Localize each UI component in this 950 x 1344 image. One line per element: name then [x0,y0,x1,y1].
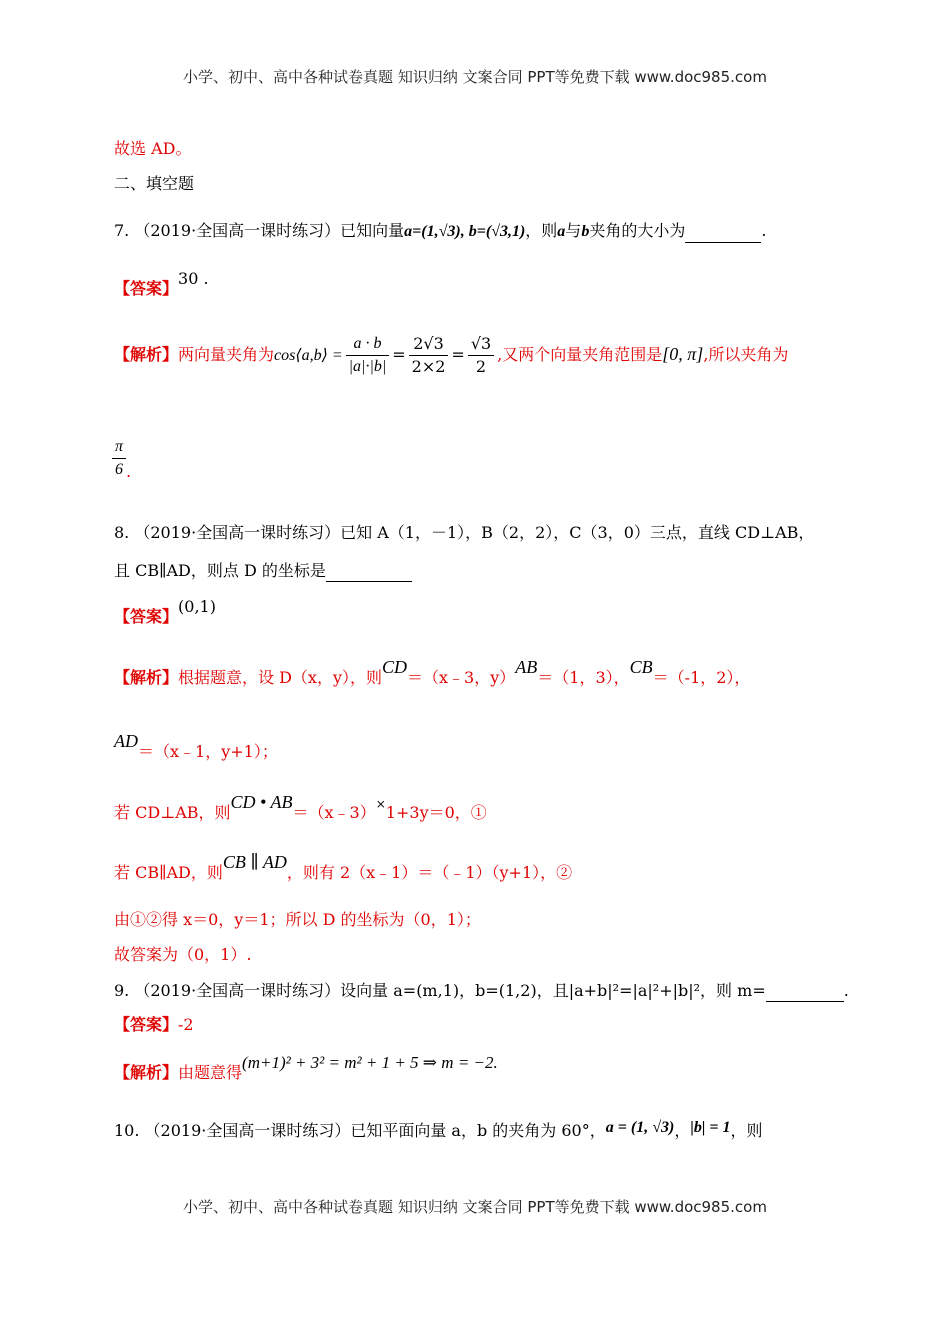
q8-exp-5: 由①②得 x＝0，y＝1；所以 D 的坐标为（0，1）； [114,910,481,929]
q7-answer-blank [685,226,761,243]
q8-vec-cd: CD [382,657,408,677]
q7-f2-den: 2×2 [411,357,446,376]
q7-end: . [761,221,767,240]
q7-f3-num: √3 [468,333,494,356]
q7-period: . [126,462,132,481]
q10-norm: |b| = 1 [690,1119,731,1136]
q7-fraction-2 [409,333,449,378]
q7-fraction-3 [468,333,494,378]
q7-mid: ，则 [525,221,558,240]
q7-and: 与 [565,221,582,240]
q9-exp-a: 由题意得 [178,1063,243,1082]
q7-exp-end2: ,所以夹角为 [703,345,789,364]
q7-eq-2: = [451,345,465,364]
q7-f3-den: 2 [475,357,487,376]
q7-exp-start: 两向量夹角为 [178,345,275,364]
q8-times: × [375,797,386,811]
q9-answer-tag: 【答案】 [114,1015,179,1034]
q10-suffix: ，则 [730,1121,763,1140]
q8-vec-ad: AD [114,731,138,751]
q7-answer-line [114,269,209,300]
q8-exp1-d: ＝（-1，2）， [652,668,751,687]
q8-exp-6: 故答案为（0，1）. [114,945,252,964]
q8-exp3-b: ＝（x﹣3） [292,803,376,822]
q7-cos: cos⟨a,b⟩ = [274,347,343,364]
q10-vector: a = (1, √3) [605,1119,675,1136]
q7-pi-den: 6 [115,461,123,478]
page-footer: 小学、初中、高中各种试卷真题 知识归纳 文案合同 PPT等免费下载 www.doc985.com [183,1198,767,1216]
q9-answer-value: -2 [178,1015,194,1034]
q8-exp3-a: 若 CD⊥AB，则 [114,803,231,822]
q7-result-fraction [112,436,131,481]
q7-exp-end: ,又两个向量夹角范围是 [497,345,663,364]
q9-exp-tag: 【解析】 [114,1063,179,1082]
q8-exp-tag: 【解析】 [114,668,179,687]
q7-suffix: 夹角的大小为 [589,221,686,240]
q7-b: b [581,223,590,240]
q8-exp-1 [114,657,751,689]
q8-exp-2 [114,731,278,763]
q8-exp3-c: 1+3y＝0，① [385,803,487,822]
q10-prefix: 10. （2019·全国高一课时练习）已知平面向量 a，b 的夹角为 60°， [114,1121,606,1140]
q7-eq-1: = [392,345,406,364]
q8-exp1-b: ＝（x﹣3，y） [407,668,516,687]
q9-text: 9. （2019·全国高一课时练习）设向量 a=(m,1)，b=(1,2)，且|a+b|²=|a|²+|b|²，则 m= [114,981,766,1000]
q8-exp-3 [114,792,487,825]
q7-explanation [114,330,788,380]
q7-a: a [557,223,566,240]
q8-parallel: CB ∥ AD [222,852,287,872]
q7-f2-num: 2√3 [409,333,449,356]
section-title: 二、填空题 [114,174,195,193]
q7-pi-over-6 [112,436,126,481]
q7-fraction-1 [346,333,390,378]
q9-end: . [843,981,849,1000]
q7-vectors: a=(1,√3), b=(√3,1) [404,223,526,240]
q9-answer-line [114,1014,194,1036]
q9-explanation [114,1053,498,1084]
q7-f1-num: a · b [346,333,390,356]
q8-exp-4 [114,852,573,884]
q8-vec-ab: AB [515,657,538,677]
previous-answer-line: 故选 AD。 [114,139,192,158]
q7-f1-den: |a|·|b| [348,358,387,375]
q8-answer-value: (0,1) [178,597,216,616]
q10-comma: ， [674,1121,691,1140]
q8-line-2 [114,560,412,582]
q8-dot-product: CD • AB [230,792,293,812]
q9-formula: (m+1)² + 3² = m² + 1 + 5 ⇒ m = −2. [242,1053,498,1072]
q8-exp2-text: ＝（x﹣1，y+1）； [138,742,278,761]
q7-exp-tag: 【解析】 [114,345,179,364]
question-10 [114,1120,763,1143]
question-7 [114,220,766,243]
q7-answer-tag: 【答案】 [114,279,179,298]
q8-answer-blank [326,565,412,582]
q8-line-2-text: 且 CB∥AD，则点 D 的坐标是 [114,561,326,580]
q8-vec-cb: CB [629,657,653,677]
q8-answer-line [114,597,216,628]
q7-pi-num: π [112,436,126,459]
q8-exp4-b: ，则有 2（x﹣1）＝（﹣1）（y+1），② [286,863,573,882]
q8-exp1-c: ＝（1，3）， [537,668,630,687]
q9-answer-blank [766,985,844,1002]
q8-exp4-a: 若 CB∥AD，则 [114,863,223,882]
q8-line-1: 8. （2019·全国高一课时练习）已知 A（1，－1），B（2，2），C（3，0）三点，直线 CD⊥AB， [114,523,815,542]
page-header: 小学、初中、高中各种试卷真题 知识归纳 文案合同 PPT等免费下载 www.doc985.com [183,68,767,86]
q7-answer-value: 30 . [178,269,209,288]
question-9 [114,980,849,1002]
q7-range: [0, π] [662,344,704,364]
q8-exp1-a: 根据题意，设 D（x，y），则 [178,668,382,687]
q8-answer-tag: 【答案】 [114,607,179,626]
q7-prefix: 7. （2019·全国高一课时练习）已知向量 [114,221,405,240]
